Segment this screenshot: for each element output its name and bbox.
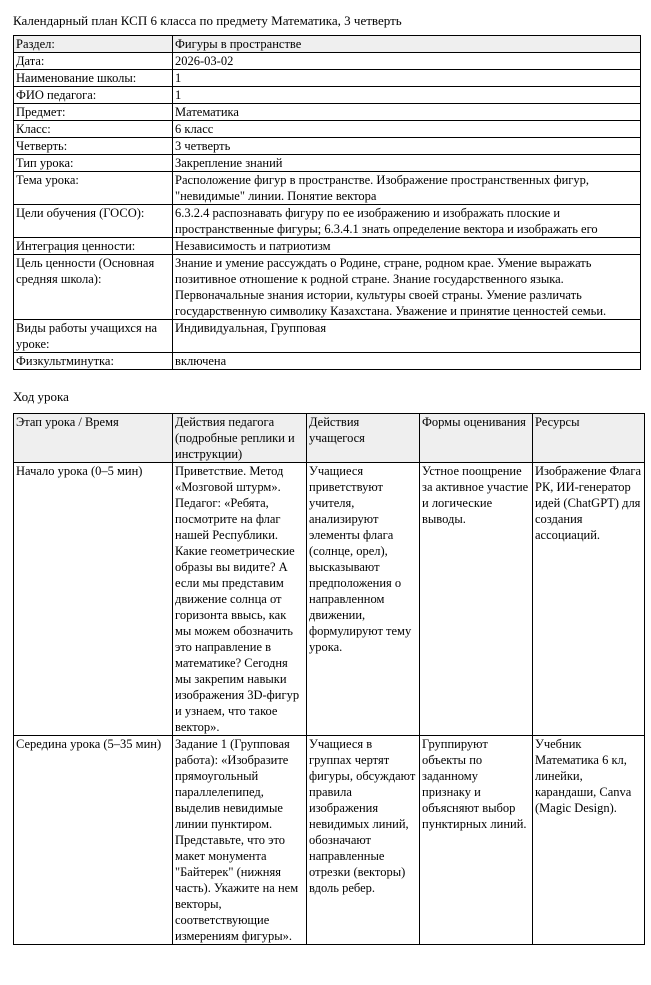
info-label: Класс: xyxy=(14,121,173,138)
column-header-resources: Ресурсы xyxy=(533,414,645,463)
info-value: Расположение фигур в пространстве. Изображение пространственных фигур, "невидимые" линии. Понятие вектора xyxy=(173,172,641,205)
info-row-date xyxy=(14,53,641,70)
info-label: Предмет: xyxy=(14,104,173,121)
info-label: Цели обучения (ГОСО): xyxy=(14,205,173,238)
column-header-student-actions: Действия учащегося xyxy=(307,414,420,463)
table-cell-stage: Начало урока (0–5 мин) xyxy=(14,463,173,736)
info-row-goals xyxy=(14,205,641,238)
info-row-grade xyxy=(14,121,641,138)
table-row xyxy=(14,736,645,945)
info-label: Четверть: xyxy=(14,138,173,155)
column-header-teacher-actions: Действия педагога (подробные реплики и инструкции) xyxy=(173,414,307,463)
info-value: Знание и умение рассуждать о Родине, стране, родном крае. Умение выражать позитивное отношение к родной стране. Знание государственного языка. Первоначальные знания истории, культуры своей страны. Умение различать государственную символику Казахстана. Уважение и принятие ценностей семьи. xyxy=(173,255,641,320)
info-label: Тема урока: xyxy=(14,172,173,205)
info-label: ФИО педагога: xyxy=(14,87,173,104)
table-cell-teacher-actions: Задание 1 (Групповая работа): «Изобразите прямоугольный параллелепипед, выделив невидимые линии пунктиром. Представьте, что это макет монумента "Байтерек" (нижняя часть). Укажите на нем векторы, соответствующие измерениям фигуры». xyxy=(173,736,307,945)
info-row-school xyxy=(14,70,641,87)
info-label: Раздел: xyxy=(14,36,173,53)
info-row-teacher xyxy=(14,87,641,104)
lesson-info-table xyxy=(13,35,641,370)
table-cell-student-actions: Учащиеся приветствуют учителя, анализируют элементы флага (солнце, орел), высказывают предположения о направленном движении, формулируют тему урока. xyxy=(307,463,420,736)
info-value: Закрепление знаний xyxy=(173,155,641,172)
info-value: Фигуры в пространстве xyxy=(173,36,641,53)
info-value: 2026-03-02 xyxy=(173,53,641,70)
info-row-value-integration xyxy=(14,238,641,255)
info-value: Математика xyxy=(173,104,641,121)
info-label: Дата: xyxy=(14,53,173,70)
info-value: 1 xyxy=(173,70,641,87)
info-label: Тип урока: xyxy=(14,155,173,172)
info-value: 1 xyxy=(173,87,641,104)
table-header-row xyxy=(14,414,645,463)
info-row-value-goal xyxy=(14,255,641,320)
table-cell-student-actions: Учащиеся в группах чертят фигуры, обсуждают правила изображения невидимых линий, обозначают направленные отрезки (векторы) вдоль ребер. xyxy=(307,736,420,945)
info-row-quarter xyxy=(14,138,641,155)
table-cell-stage: Середина урока (5–35 мин) xyxy=(14,736,173,945)
table-cell-teacher-actions: Приветствие. Метод «Мозговой штурм». Педагог: «Ребята, посмотрите на флаг нашей Республики. Какие геометрические образы вы видите? А если мы представим движение солнца от горизонта ввысь, как мы можем обозначить это направление в математике? Сегодня мы закрепим навыки изображения 3D-фигур и узнаем, что такое вектор». xyxy=(173,463,307,736)
table-cell-resources: Учебник Математика 6 кл, линейки, карандаши, Canva (Magic Design). xyxy=(533,736,645,945)
table-row xyxy=(14,463,645,736)
info-value: 6.3.2.4 распознавать фигуру по ее изображению и изображать плоские и пространственные фигуры; 6.3.4.1 знать определение вектора и изображать его xyxy=(173,205,641,238)
column-header-stage: Этап урока / Время xyxy=(14,414,173,463)
info-label: Цель ценности (Основная средняя школа): xyxy=(14,255,173,320)
info-row-subject xyxy=(14,104,641,121)
document-title: Календарный план КСП 6 класса по предмету Математика, 3 четверть xyxy=(13,13,402,28)
info-value: включена xyxy=(173,353,641,370)
info-row-topic xyxy=(14,172,641,205)
info-row-work-types xyxy=(14,320,641,353)
table-cell-resources: Изображение Флага РК, ИИ-генератор идей (ChatGPT) для создания ассоциаций. xyxy=(533,463,645,736)
info-value: 6 класс xyxy=(173,121,641,138)
info-row-section xyxy=(14,36,641,53)
lesson-flow-heading: Ход урока xyxy=(13,389,69,404)
table-cell-assessment: Группируют объекты по заданному признаку и объясняют выбор пунктирных линий. xyxy=(420,736,533,945)
info-row-lesson-type xyxy=(14,155,641,172)
column-header-assessment: Формы оценивания xyxy=(420,414,533,463)
info-label: Физкультминутка: xyxy=(14,353,173,370)
lesson-flow-table xyxy=(13,413,645,945)
info-label: Виды работы учащихся на уроке: xyxy=(14,320,173,353)
info-label: Наименование школы: xyxy=(14,70,173,87)
table-cell-assessment: Устное поощрение за активное участие и логические выводы. xyxy=(420,463,533,736)
info-value: 3 четверть xyxy=(173,138,641,155)
info-value: Индивидуальная, Групповая xyxy=(173,320,641,353)
info-row-exercise-break xyxy=(14,353,641,370)
info-label: Интеграция ценности: xyxy=(14,238,173,255)
info-value: Независимость и патриотизм xyxy=(173,238,641,255)
